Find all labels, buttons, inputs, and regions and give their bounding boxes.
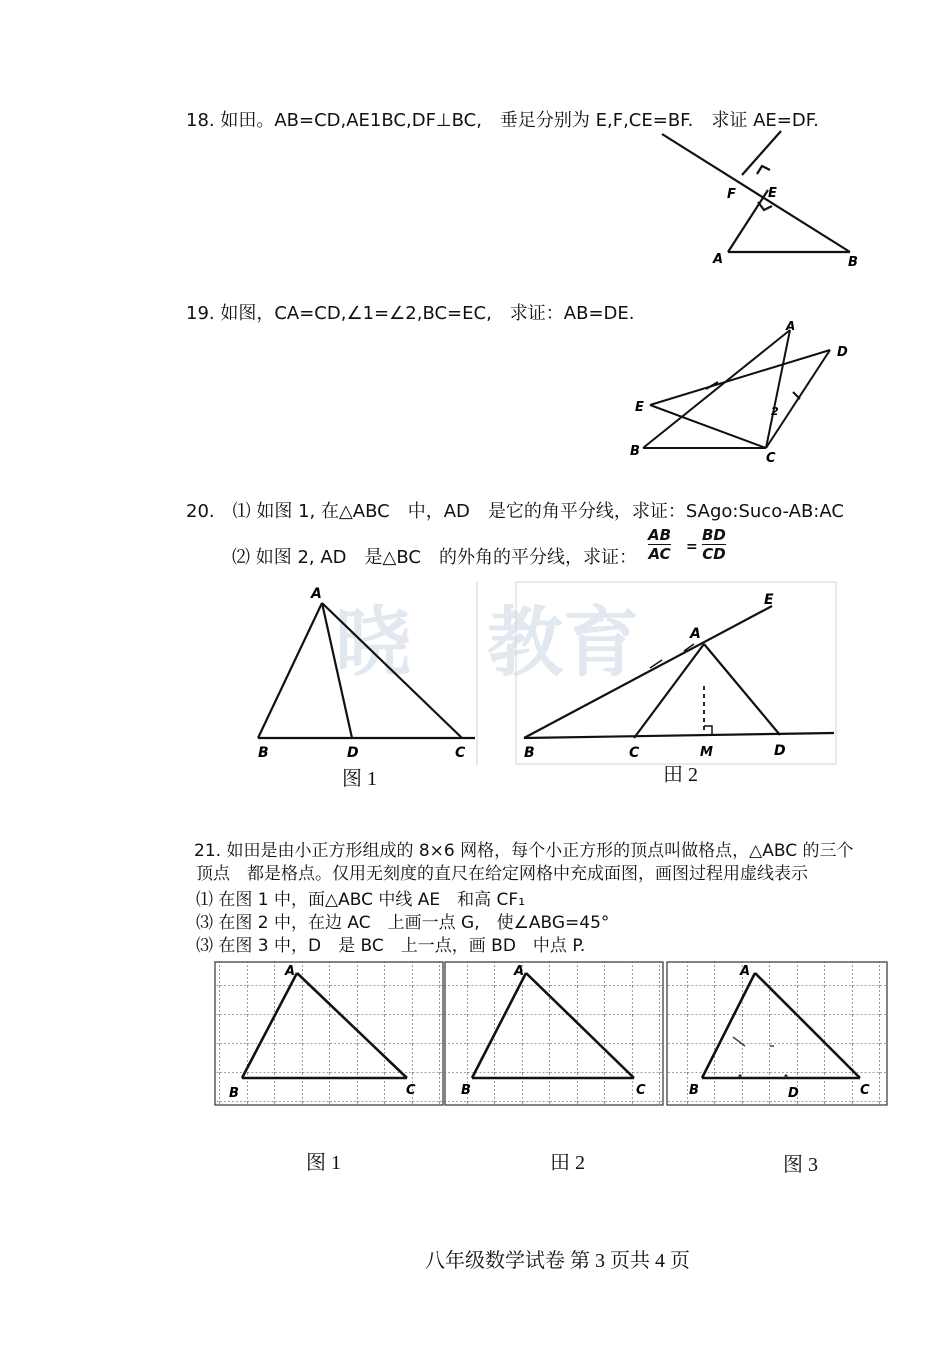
q21-line1: 21. 如田是由小正方形组成的 8×6 网格，每个小正方形的顶点叫做格点，△ABC 的三个: [194, 841, 854, 861]
q21-caption-2: 田 2: [550, 1152, 585, 1174]
q18-label-a: A: [713, 252, 724, 267]
q20-fig2-label-m: M: [700, 745, 713, 760]
q19-label-a: A: [786, 319, 796, 333]
q21-line5: ⑶ 在图 3 中，D 是 BC 上一点，画 BD 中点 P.: [196, 936, 586, 956]
q20-fig1-label-d: D: [347, 745, 359, 761]
q18-label-f: F: [727, 187, 736, 202]
q21-line2: 顶点 都是格点。仅用无刻度的直尺在给定网格中充成面图，画图过程用虚线表示: [196, 864, 808, 884]
q21-g3-label-c: C: [860, 1083, 870, 1098]
q19-label-d: D: [837, 345, 848, 360]
q20-fig2-label-a: A: [690, 626, 701, 642]
q20-fig2-label-c: C: [629, 745, 640, 761]
q20-fig1-label-a: A: [311, 586, 322, 602]
q21-g1-label-a: A: [285, 964, 296, 979]
page-footer: 八年级数学试卷 第 3 页共 4 页: [425, 1250, 690, 1272]
q20-fig1-label-c: C: [455, 745, 466, 761]
q19-label-c: C: [766, 451, 776, 466]
q21-caption-3: 图 3: [783, 1154, 818, 1176]
q18-label-b: B: [848, 255, 858, 270]
q21-g3-label-d: D: [788, 1086, 799, 1101]
q21-line4: ⑶ 在图 2 中，在边 AC 上画一点 G, 使∠ABG=45°: [196, 913, 610, 933]
watermark: 晓 教育: [335, 598, 639, 687]
q19-label-2: 2: [771, 405, 779, 418]
q20-fig2-label-b: B: [524, 745, 535, 761]
q20-fig1-caption: 图 1: [342, 768, 377, 790]
q19-label-e: E: [635, 400, 644, 415]
q20-fig2-caption: 田 2: [663, 764, 698, 786]
q18-label-e: E: [768, 186, 777, 201]
q20-frac-right-num: BD: [702, 526, 726, 544]
q20-fig1-label-b: B: [258, 745, 269, 761]
q21-caption-1: 图 1: [306, 1152, 341, 1174]
q20-fig2-label-e: E: [764, 592, 774, 608]
q20-frac-right-den: CD: [702, 545, 726, 563]
q19-label-b: B: [630, 444, 640, 459]
q20-line1: 20. ⑴ 如图 1, 在△ABC 中，AD 是它的角平分线，求证：SAgo:Suco-AB:AC: [186, 501, 844, 522]
q21-g3-label-a: A: [740, 964, 751, 979]
q21-g1-label-c: C: [406, 1083, 416, 1098]
q18-text: 18. 如田。AB=CD,AE1BC,DF⊥BC, 垂足分别为 E,F,CE=BF. 求证 AE=DF.: [186, 110, 819, 131]
q21-g2-label-a: A: [514, 964, 525, 979]
q21-g2-label-b: B: [461, 1083, 471, 1098]
q21-line3: ⑴ 在图 1 中，面△ABC 中线 AE 和高 CF₁: [196, 890, 526, 910]
q20-frac-equals: =: [686, 539, 698, 555]
q20-frac-left-den: AC: [648, 545, 671, 563]
q21-g3-label-b: B: [689, 1083, 699, 1098]
q19-text: 19. 如图，CA=CD,∠1=∠2,BC=EC, 求证：AB=DE.: [186, 303, 635, 324]
q21-g2-label-c: C: [636, 1083, 646, 1098]
q20-line2: ⑵ 如图 2, AD 是△BC 的外角的平分线，求证：: [232, 547, 637, 568]
q20-fig2-label-d: D: [774, 743, 786, 759]
q21-g1-label-b: B: [229, 1086, 239, 1101]
q20-frac-left-num: AB: [648, 526, 672, 544]
